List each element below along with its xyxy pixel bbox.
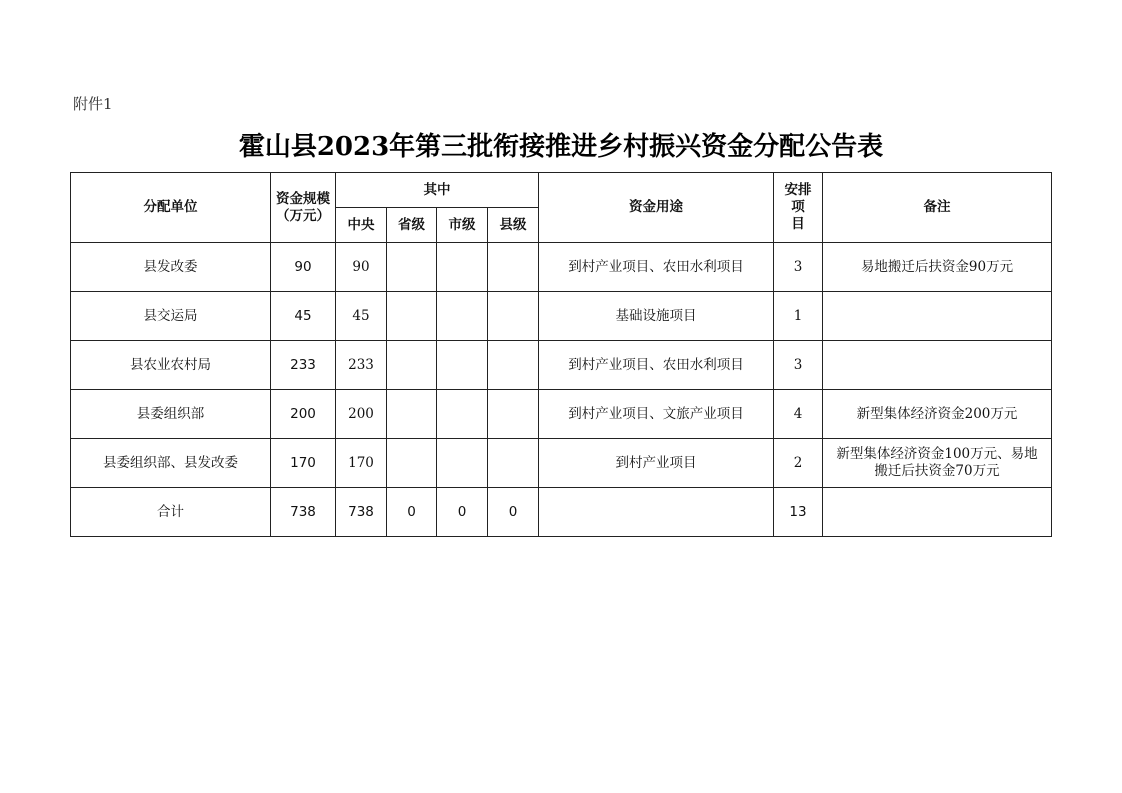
- cell-usage: 到村产业项目、农田水利项目: [539, 243, 774, 292]
- header-municipal: 市级: [437, 208, 488, 243]
- cell-projects: 1: [774, 292, 823, 341]
- header-scale-line2: （万元）: [276, 207, 330, 224]
- cell-municipal: [437, 341, 488, 390]
- attachment-label: 附件1: [73, 95, 113, 113]
- cell-projects: 2: [774, 439, 823, 488]
- cell-county: [488, 243, 539, 292]
- total-remarks: [823, 488, 1052, 537]
- total-central: 738: [336, 488, 387, 537]
- cell-scale: 200: [271, 390, 336, 439]
- cell-scale: 233: [271, 341, 336, 390]
- table-row: [71, 292, 1052, 341]
- total-scale: 738: [271, 488, 336, 537]
- cell-central: 90: [336, 243, 387, 292]
- cell-county: [488, 292, 539, 341]
- header-usage: 资金用途: [539, 173, 774, 243]
- cell-provincial: [387, 292, 437, 341]
- cell-municipal: [437, 243, 488, 292]
- table-row: [71, 390, 1052, 439]
- header-projects: [774, 173, 823, 243]
- table-row: [71, 439, 1052, 488]
- cell-unit: 县交运局: [71, 292, 271, 341]
- allocation-table: [70, 172, 1052, 537]
- cell-remarks-line2: 搬迁后扶资金70万元: [874, 463, 1000, 479]
- total-projects: 13: [774, 488, 823, 537]
- cell-usage: 到村产业项目、文旅产业项目: [539, 390, 774, 439]
- header-projects-line1: 安排项: [784, 182, 812, 215]
- header-unit: 分配单位: [71, 173, 271, 243]
- cell-remarks: [823, 341, 1052, 390]
- header-provincial: 省级: [387, 208, 437, 243]
- cell-remarks: 新型集体经济资金200万元: [823, 390, 1052, 439]
- header-remarks: 备注: [823, 173, 1052, 243]
- header-scale: [271, 173, 336, 243]
- cell-municipal: [437, 439, 488, 488]
- cell-provincial: [387, 390, 437, 439]
- cell-municipal: [437, 292, 488, 341]
- cell-projects: 4: [774, 390, 823, 439]
- cell-scale: 170: [271, 439, 336, 488]
- cell-unit: 县委组织部: [71, 390, 271, 439]
- table-row: [71, 243, 1052, 292]
- cell-municipal: [437, 390, 488, 439]
- total-label: 合计: [71, 488, 271, 537]
- cell-provincial: [387, 439, 437, 488]
- cell-remarks-line1: 新型集体经济资金100万元、易地: [836, 446, 1038, 462]
- cell-county: [488, 390, 539, 439]
- cell-remarks: [823, 292, 1052, 341]
- page-title: 霍山县2023年第三批衔接推进乡村振兴资金分配公告表: [238, 132, 884, 162]
- cell-county: [488, 341, 539, 390]
- cell-projects: 3: [774, 243, 823, 292]
- cell-scale: 45: [271, 292, 336, 341]
- total-usage: [539, 488, 774, 537]
- header-county: 县级: [488, 208, 539, 243]
- cell-projects: 3: [774, 341, 823, 390]
- header-scale-line1: 资金规模: [276, 190, 330, 207]
- total-county: 0: [488, 488, 539, 537]
- cell-county: [488, 439, 539, 488]
- header-central: 中央: [336, 208, 387, 243]
- cell-central: 45: [336, 292, 387, 341]
- header-row-1: [71, 173, 1052, 208]
- cell-unit: 县委组织部、县发改委: [71, 439, 271, 488]
- cell-remarks: [823, 439, 1052, 488]
- cell-central: 170: [336, 439, 387, 488]
- cell-provincial: [387, 243, 437, 292]
- cell-usage: 基础设施项目: [539, 292, 774, 341]
- cell-provincial: [387, 341, 437, 390]
- header-projects-line2: 目: [791, 216, 805, 232]
- cell-unit: 县农业农村局: [71, 341, 271, 390]
- header-breakdown: 其中: [336, 173, 539, 208]
- cell-central: 200: [336, 390, 387, 439]
- cell-usage: 到村产业项目: [539, 439, 774, 488]
- total-provincial: 0: [387, 488, 437, 537]
- cell-central: 233: [336, 341, 387, 390]
- cell-unit: 县发改委: [71, 243, 271, 292]
- cell-scale: 90: [271, 243, 336, 292]
- table-row: [71, 341, 1052, 390]
- cell-remarks: 易地搬迁后扶资金90万元: [823, 243, 1052, 292]
- total-row: [71, 488, 1052, 537]
- cell-usage: 到村产业项目、农田水利项目: [539, 341, 774, 390]
- total-municipal: 0: [437, 488, 488, 537]
